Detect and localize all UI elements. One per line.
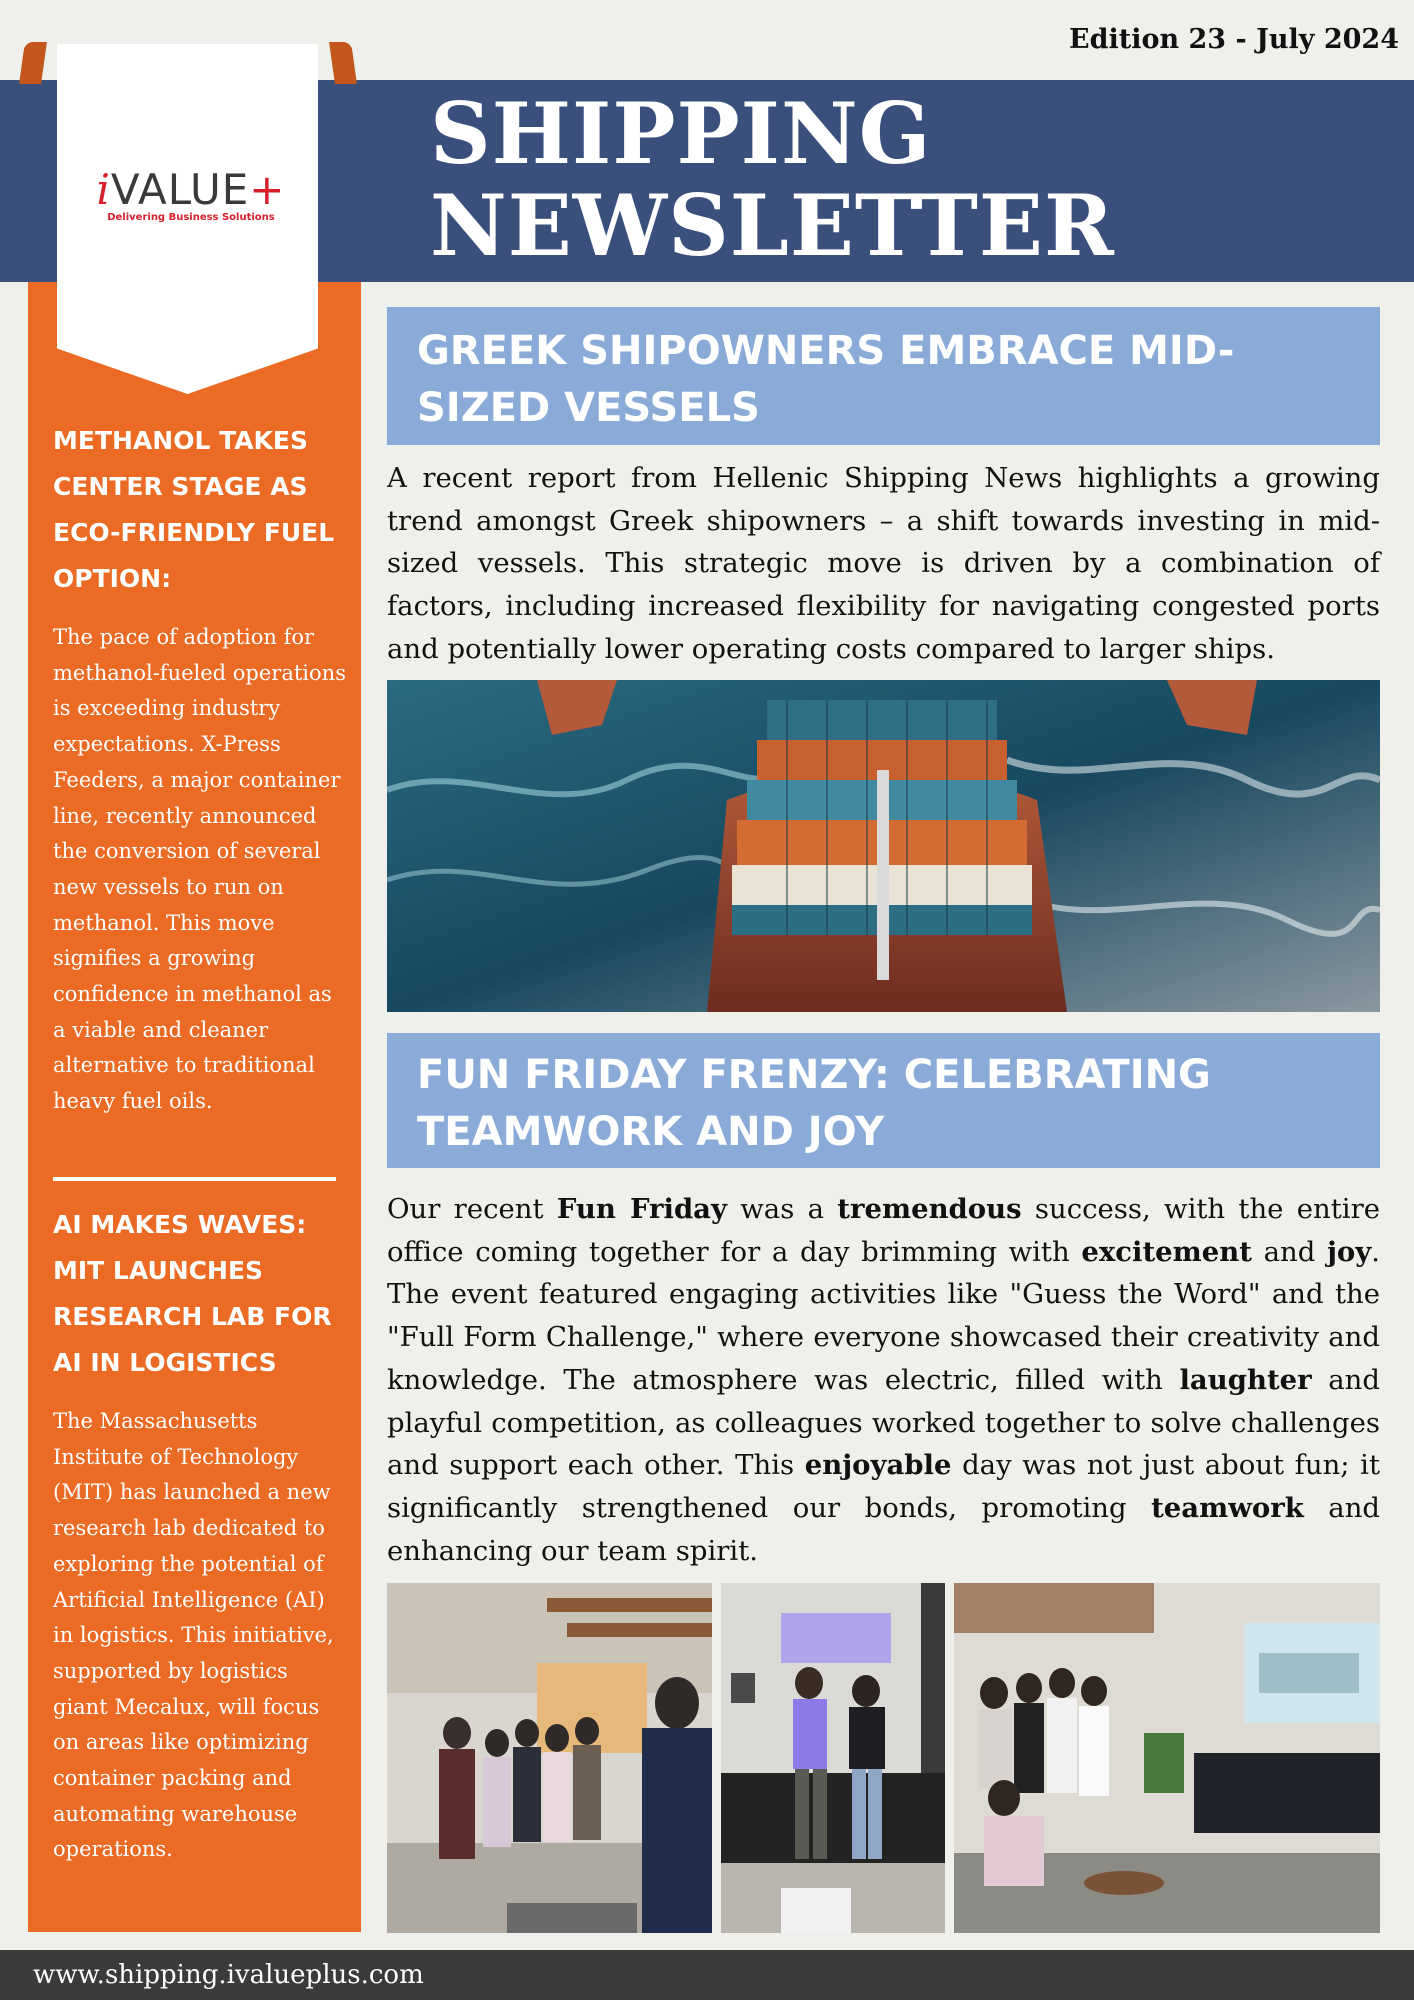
team-photo-3 <box>954 1583 1380 1933</box>
ff-bold-tremendous: tremendous <box>837 1193 1022 1225</box>
edition-label: Edition 23 - July 2024 <box>1069 24 1399 55</box>
ff-text-7: day was not just about fun; it significantly strengthened our bonds, promoting <box>387 1449 1380 1524</box>
footer-bar <box>0 1950 1414 2000</box>
section-heading-greek-text: GREEK SHIPOWNERS EMBRACE MID-SIZED VESSELS <box>417 328 1235 431</box>
container-ship-image <box>387 680 1380 1012</box>
ff-text-4: and <box>1251 1235 1327 1268</box>
sidebar-heading-ai: AI MAKES WAVES: MIT LAUNCHES RESEARCH LAB FOR AI IN LOGISTICS <box>53 1210 332 1377</box>
container-ship-illustration <box>387 680 1380 1012</box>
section-heading-greek <box>387 307 1380 445</box>
fun-friday-article-body <box>387 1188 1380 1572</box>
ff-bold-laughter: laughter <box>1179 1363 1312 1396</box>
ff-text-3: success, with the entire office coming together for a day brimming with <box>387 1193 1380 1268</box>
ff-text-2: was a <box>726 1193 838 1225</box>
ff-bold-teamwork: teamwork <box>1151 1491 1304 1524</box>
section-heading-fun-friday <box>387 1033 1380 1168</box>
sidebar-divider <box>53 1177 336 1181</box>
ff-bold-fun-friday: Fun Friday <box>556 1193 727 1225</box>
team-photo-1 <box>387 1583 712 1933</box>
logo-i: i <box>96 165 111 214</box>
ff-bold-joy: joy <box>1326 1235 1372 1268</box>
logo-plus: + <box>249 165 286 214</box>
company-logo[interactable] <box>76 165 306 223</box>
sidebar-body-methanol: The pace of adoption for methanol-fueled operations is exceeding industry expectations. X-Press Feeders, a major container line, recently announced the conversion of several new vessels to run on methanol. This move signifies a growing confidence in methanol as a viable and cleaner alternative to traditional heavy fuel oils. <box>53 625 346 1114</box>
logo-value: VALUE <box>110 165 250 214</box>
ff-text-8: and enhancing our team spirit. <box>387 1491 1381 1567</box>
greek-article-body: A recent report from Hellenic Shipping News highlights a growing trend amongst Greek shipowners – a shift towards investing in mid-sized vessels. This strategic move is driven by a combination of factors, including increased flexibility for navigating congested ports and potentially lower operating costs compared to larger ships. <box>387 462 1380 665</box>
newsletter-title <box>430 84 1115 275</box>
footer-website-link[interactable]: www.shipping.ivalueplus.com <box>33 1960 424 1990</box>
ff-bold-enjoyable: enjoyable <box>804 1449 952 1482</box>
title-line-2: NEWSLETTER <box>430 176 1115 275</box>
logo-tagline: Delivering Business Solutions <box>107 212 275 223</box>
section-heading-fun-friday-text: FUN FRIDAY FRENZY: CELEBRATING TEAMWORK AND JOY <box>417 1052 1211 1155</box>
ff-text-1: Our recent <box>387 1193 557 1225</box>
sidebar-body-ai: The Massachusetts Institute of Technology (MIT) has launched a new research lab dedicated to exploring the potential of Artificial Intelligence (AI) in logistics. This initiative, supported by logistics giant Mecalux, will focus on areas like optimizing container packing and automating warehouse operations. <box>53 1409 334 1862</box>
ff-bold-excitement: excitement <box>1081 1235 1252 1268</box>
sidebar-heading-methanol: METHANOL TAKES CENTER STAGE AS ECO-FRIENDLY FUEL OPTION: <box>53 426 335 593</box>
ff-text-6: and playful competition, as colleagues worked together to solve challenges and support each other. This <box>387 1363 1380 1482</box>
logo-wordmark <box>76 165 306 214</box>
team-photo-2 <box>721 1583 945 1933</box>
ribbon-ear-right <box>329 42 357 84</box>
title-line-1: SHIPPING <box>430 84 932 183</box>
ff-text-5: . The event featured engaging activities like "Guess the Word" and the "Full Form Challenge," where everyone showcased their creativity and knowledge. The atmosphere was electric, filled with <box>387 1235 1380 1396</box>
ribbon-ear-left <box>19 42 47 84</box>
